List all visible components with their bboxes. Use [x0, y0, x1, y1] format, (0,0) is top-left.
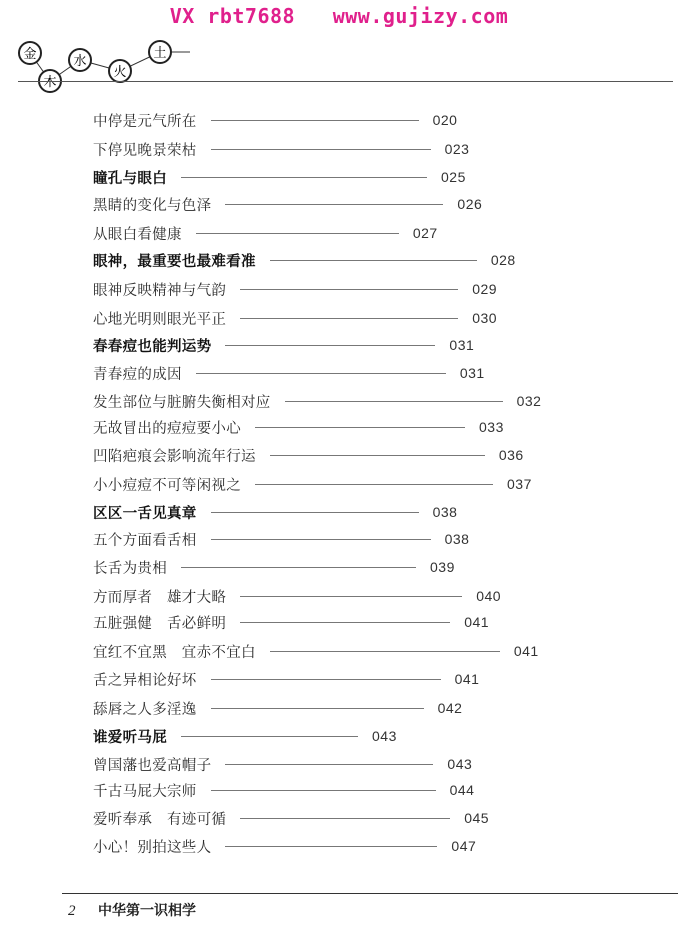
toc-entry-page: 038	[444, 531, 470, 547]
toc-leader-line	[270, 455, 485, 456]
toc-leader-line	[225, 345, 435, 346]
toc-entry-title: 区区一舌见真章	[93, 505, 197, 522]
toc-entry-title: 谁爱听马屁	[93, 729, 167, 746]
toc-entry-title: 从眼白看健康	[93, 226, 182, 243]
toc-entry	[93, 223, 438, 243]
toc-entry	[93, 110, 457, 130]
toc-entry-page: 047	[451, 838, 477, 854]
toc-leader-line	[211, 512, 419, 513]
toc-entry	[93, 445, 524, 465]
toc-entry	[93, 698, 462, 718]
toc-leader-line	[211, 790, 436, 791]
toc-leader-line	[285, 401, 503, 402]
toc-entry	[93, 641, 539, 661]
toc-leader-line	[240, 818, 450, 819]
toc-leader-line	[270, 651, 500, 652]
toc-entry-title: 小小痘痘不可等闲视之	[93, 477, 241, 494]
toc-entry	[93, 586, 501, 606]
toc-entry	[93, 808, 489, 828]
toc-entry	[93, 391, 541, 411]
toc-entry-page: 027	[412, 225, 438, 241]
toc-entry	[93, 167, 466, 187]
toc-entry	[93, 726, 397, 746]
toc-entry-title: 心地光明则眼光平正	[93, 311, 227, 328]
toc-leader-line	[211, 679, 441, 680]
toc-entry-title: 瞳孔与眼白	[93, 170, 167, 187]
toc-leader-line	[211, 149, 431, 150]
toc-entry	[93, 612, 489, 632]
toc-entry-title: 春春痘也能判运势	[93, 338, 212, 355]
toc-entry	[93, 335, 474, 355]
element-label: 火	[113, 65, 127, 80]
toc-entry-page: 020	[432, 112, 458, 128]
toc-entry-page: 031	[459, 365, 485, 381]
toc-entry-page: 029	[472, 281, 498, 297]
toc-entry	[93, 308, 497, 328]
toc-leader-line	[240, 622, 450, 623]
toc-entry-page: 039	[430, 559, 455, 575]
toc-entry-title: 宜红不宜黑 宜赤不宜白	[93, 644, 256, 661]
toc-leader-line	[181, 567, 416, 568]
toc-entry-title: 中停是元气所在	[93, 113, 197, 130]
toc-leader-line	[240, 596, 462, 597]
toc-leader-line	[270, 260, 477, 261]
toc-leader-line	[225, 764, 433, 765]
footer-divider	[62, 893, 678, 894]
toc-leader-line	[240, 289, 458, 290]
toc-entry	[93, 557, 455, 577]
page-footer	[68, 900, 196, 920]
toc-entry-page: 040	[476, 588, 502, 604]
toc-entry-page: 028	[490, 252, 516, 268]
toc-entry	[93, 836, 476, 856]
watermark-text: VX rbt7688 www.gujizy.com	[169, 4, 509, 28]
toc-entry-title: 小心！别拍这些人	[93, 839, 212, 856]
toc-entry-page: 036	[498, 447, 524, 463]
toc-entry-title: 发生部位与脏腑失衡相对应	[93, 394, 271, 411]
toc-leader-line	[196, 373, 446, 374]
toc-entry	[93, 780, 474, 800]
toc-entry-page: 043	[447, 756, 473, 772]
toc-entry-title: 舌之异相论好坏	[93, 672, 197, 689]
toc-entry	[93, 363, 485, 383]
toc-entry	[93, 474, 532, 494]
toc-entry-page: 041	[513, 643, 539, 659]
toc-entry-page: 023	[444, 141, 470, 157]
toc-leader-line	[225, 846, 437, 847]
toc-entry	[93, 669, 479, 689]
toc-entry	[93, 417, 504, 437]
toc-entry-page: 045	[464, 810, 490, 826]
toc-entry	[93, 194, 482, 214]
toc-entry-page: 041	[464, 614, 490, 630]
toc-entry	[93, 529, 469, 549]
page-number: 2	[68, 903, 76, 919]
element-label: 水	[73, 54, 87, 69]
toc-entry	[93, 250, 516, 270]
toc-entry-title: 五个方面看舌相	[93, 532, 197, 549]
toc-entry	[93, 279, 497, 299]
toc-entry	[93, 139, 469, 159]
toc-entry-page: 043	[372, 728, 397, 744]
toc-leader-line	[211, 539, 431, 540]
toc-entry-title: 千古马屁大宗师	[93, 783, 197, 800]
toc-leader-line	[211, 708, 424, 709]
toc-entry	[93, 502, 457, 522]
toc-entry-page: 025	[441, 169, 466, 185]
toc-entry-title: 五脏强健 舌必鲜明	[93, 615, 227, 632]
toc-entry-page: 037	[507, 476, 532, 492]
toc-entry-page: 030	[472, 310, 498, 326]
toc-entry-page: 044	[449, 782, 475, 798]
toc-entry-title: 凹陷疤痕会影响流年行运	[93, 448, 256, 465]
toc-entry-title: 无故冒出的痘痘要小心	[93, 420, 241, 437]
toc-leader-line	[255, 484, 493, 485]
toc-entry-title: 曾国藩也爱高帽子	[93, 757, 212, 774]
toc-entry-title: 黑睛的变化与色泽	[93, 197, 212, 214]
toc-entry	[93, 754, 472, 774]
toc-leader-line	[181, 177, 427, 178]
toc-entry-title: 眼神反映精神与气韵	[93, 282, 227, 299]
toc-entry-title: 青春痘的成因	[93, 366, 182, 383]
toc-entry-title: 下停见晚景荣枯	[93, 142, 197, 159]
toc-entry-page: 026	[457, 196, 483, 212]
toc-leader-line	[240, 318, 458, 319]
toc-leader-line	[255, 427, 465, 428]
element-label: 木	[43, 75, 57, 90]
toc-leader-line	[225, 204, 443, 205]
toc-entry-page: 033	[479, 419, 504, 435]
element-label: 金	[23, 47, 37, 62]
toc-entry-title: 方而厚者 雄才大略	[93, 589, 227, 606]
toc-entry-title: 眼神，最重要也最难看准	[93, 253, 256, 270]
toc-leader-line	[211, 120, 419, 121]
toc-leader-line	[196, 233, 399, 234]
element-label: 土	[153, 46, 167, 61]
toc-entry-page: 038	[432, 504, 458, 520]
toc-entry-title: 爱听奉承 有迹可循	[93, 811, 227, 828]
toc-leader-line	[181, 736, 358, 737]
toc-entry-page: 042	[437, 700, 463, 716]
toc-entry-page: 032	[516, 393, 542, 409]
book-title: 中华第一识相学	[97, 903, 196, 919]
toc-entry-page: 041	[454, 671, 480, 687]
toc-entry-title: 长舌为贵相	[93, 560, 167, 577]
toc-entry-title: 舔唇之人多淫逸	[93, 701, 197, 718]
toc-entry-page: 031	[449, 337, 475, 353]
